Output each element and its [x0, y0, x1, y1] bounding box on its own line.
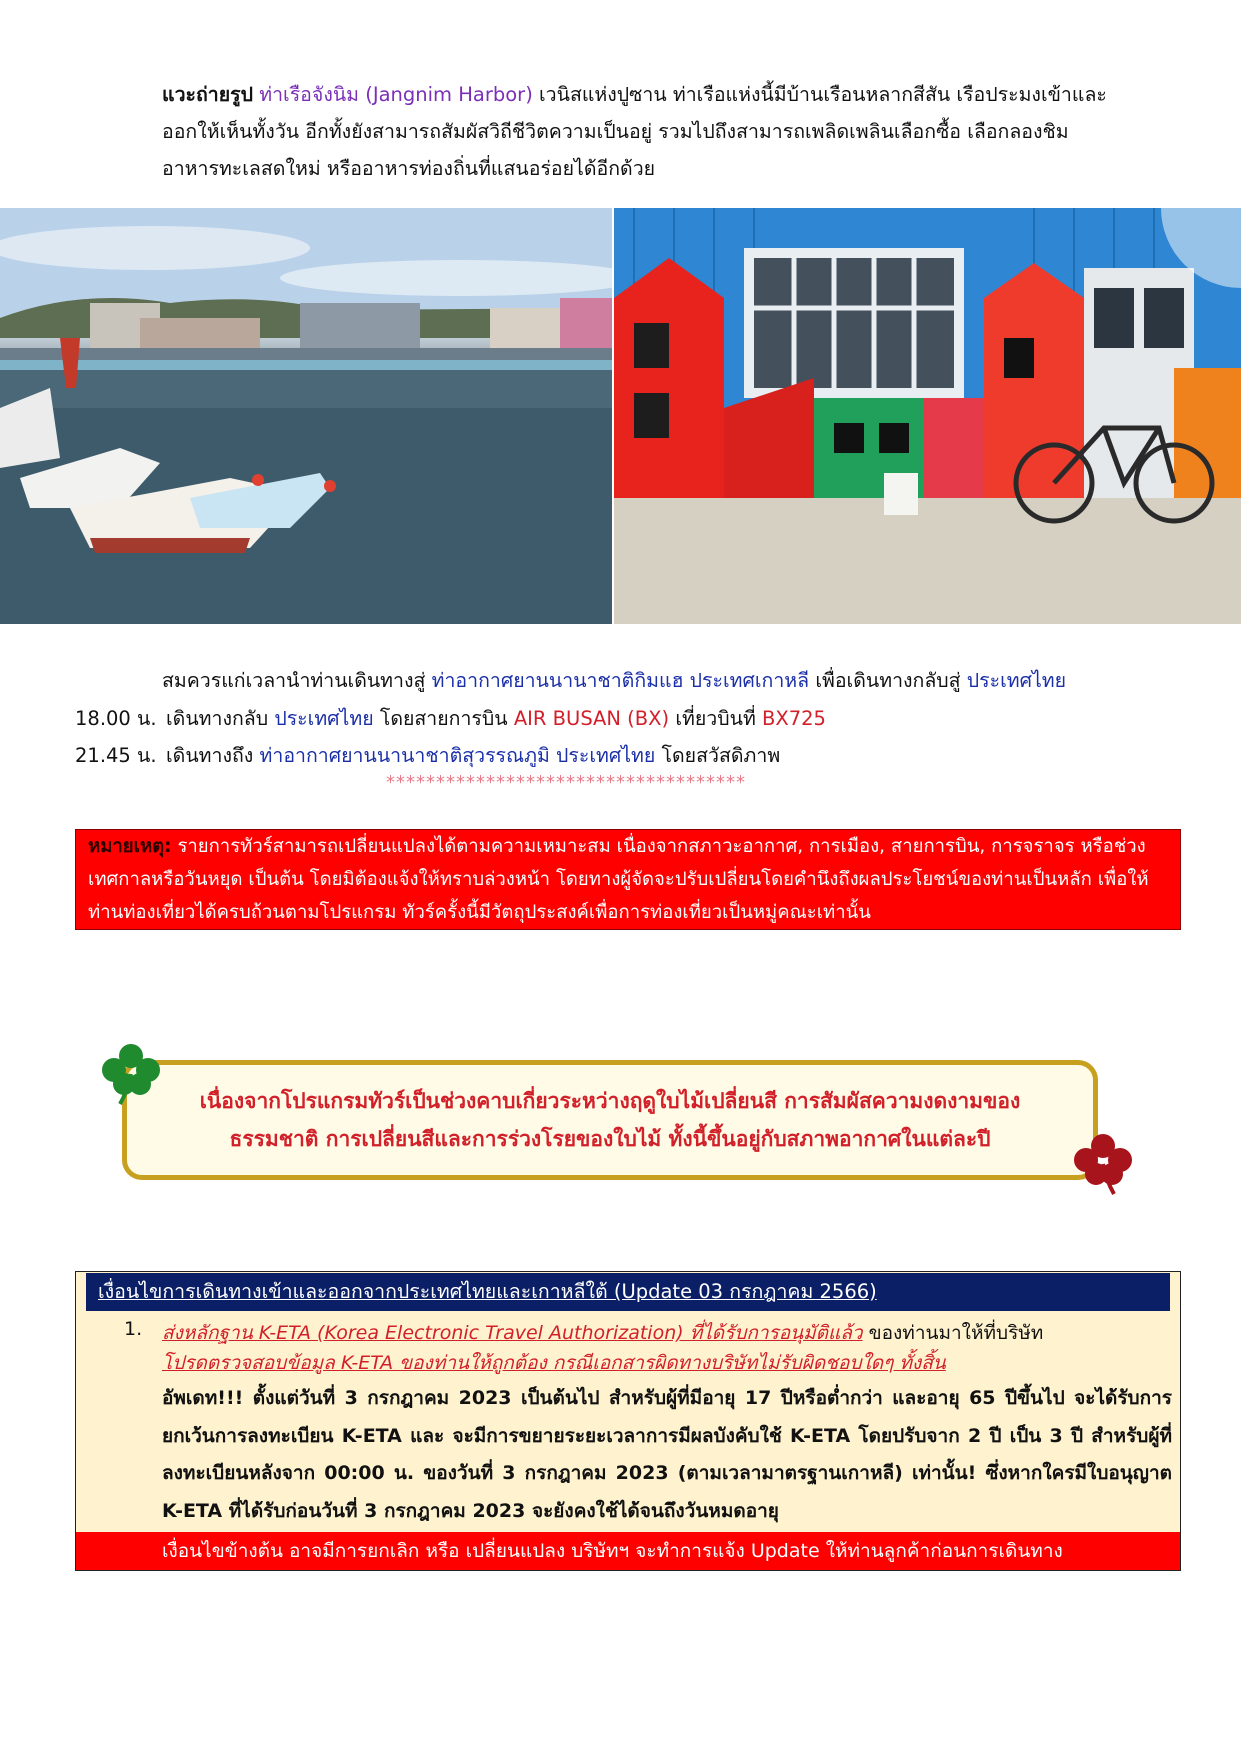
harbor-boats-photo	[0, 208, 612, 624]
airline-prefix: โดยสายการบิน	[373, 707, 514, 730]
return-country: ประเทศไทย	[274, 707, 374, 730]
green-clover-icon	[98, 1040, 164, 1106]
flight-row-return	[166, 703, 826, 734]
remark-label: หมายเหตุ:	[88, 836, 172, 857]
season-notice-line-1: เนื่องจากโปรแกรมทัวร์เป็นช่วงคาบเกี่ยวระหว่างฤดูใบไม้เปลี่ยนสี การสัมผัสความงดงามของ	[199, 1089, 1021, 1113]
intro-line-3: อาหารทะเลสดใหม่ หรืออาหารท่องถิ่นที่แสนอร่อยได้อีกด้วย	[162, 157, 656, 180]
remark-text: รายการทัวร์สามารถเปลี่ยนแปลงได้ตามความเหมาะสม เนื่องจากสภาวะอากาศ, การเมือง, สายการบิน, การจราจร หรือช่วงเทศกาลหรือวันหยุด เป็นต้น โดยมิต้องแจ้งให้ทราบล่วงหน้า โดยทางผู้จัดจะปรับเปลี่ยนโดยคำนึงถึงผลประโยชน์ของท่านเป็นหลัก เพื่อให้ท่านท่องเที่ยวได้ครบถ้วนตามโปรแกรม ทัวร์ครั้งนี้มีวัตถุประสงค์เพื่อการท่องเที่ยวเป็นหมู่คณะเท่านั้น	[88, 836, 1149, 923]
intro-lead: แวะถ่ายรูป	[162, 83, 254, 106]
arrival-airport: ท่าอากาศยานนานาชาติสุวรรณภูมิ ประเทศไทย	[259, 744, 656, 767]
departure-prefix: สมควรแก่เวลานำท่านเดินทางสู่	[162, 669, 432, 692]
flight-number: BX725	[762, 707, 826, 730]
remark-box	[75, 829, 1181, 930]
intro-paragraph	[162, 76, 1172, 187]
departure-line	[162, 665, 1066, 696]
flight-prefix: เที่ยวบินที่	[669, 707, 762, 730]
departure-mid: เพื่อเดินทางกลับสู่	[809, 669, 967, 692]
arrive-suffix: โดยสวัสดิภาพ	[655, 744, 781, 767]
k-eta-update-text: อัพเดท!!! ตั้งแต่วันที่ 3 กรกฎาคม 2023 เป็นต้นไป สำหรับผู้ที่มีอายุ 17 ปีหรือต่ำกว่า และอายุ 65 ปีขึ้นไป จะได้รับการยกเว้นการลงทะเบียน K-ETA และ จะมีการขยายระยะเวลาการมีผลบังคับใช้ K-ETA โดยปรับจาก 2 ปี เป็น 3 ปี สำหรับผู้ที่ลงทะเบียนหลังจาก 00:00 น. ของวันที่ 3 กรกฎาคม 2023 (ตามเวลามาตรฐานเกาหลี) เท่านั้น! ซึ่งหากใครมีใบอนุญาต K-ETA ที่ได้รับก่อนวันที่ 3 กรกฎาคม 2023 จะยังคงใช้ได้จนถึงวันหมดอายุ	[162, 1387, 1172, 1522]
condition-line-1-rest: ของท่านมาให้ที่บริษัท	[862, 1322, 1044, 1344]
conditions-footer: เงื่อนไขข้างต้น อาจมีการยกเลิก หรือ เปลี่ยนแปลง บริษัทฯ จะทำการแจ้ง Update ให้ท่านลูกค้าก่อนการเดินทาง	[76, 1532, 1180, 1570]
airline-name: AIR BUSAN (BX)	[513, 707, 670, 730]
colorful-wall-bicycle-photo	[614, 208, 1241, 624]
conditions-title: เงื่อนไขการเดินทางเข้าและออกจากประเทศไทยและเกาหลีใต้ (Update 03 กรกฎาคม 2566)	[98, 1280, 877, 1303]
divider-stars: ************************************	[386, 772, 746, 793]
season-notice-line-2: ธรรมชาติ การเปลี่ยนสีและการร่วงโรยของใบไม้ ทั้งนี้ขึ้นอยู่กับสภาพอากาศในแต่ละปี	[229, 1127, 991, 1151]
flight-time-1800: 18.00 น.	[75, 707, 157, 730]
condition-line-1	[162, 1318, 1043, 1348]
k-eta-requirement: ส่งหลักฐาน K-ETA (Korea Electronic Travel Authorization) ที่ได้รับการอนุมัติแล้ว	[162, 1322, 863, 1344]
condition-number: 1.	[124, 1318, 143, 1340]
intro-text-1: เวนิสแห่งปูซาน ท่าเรือแห่งนี้มีบ้านเรือนหลากสีสัน เรือประมงเข้าและ	[532, 83, 1107, 106]
arrive-text: เดินทางถึง	[166, 744, 260, 767]
intro-line-1	[162, 76, 1172, 113]
season-notice-text	[122, 1082, 1098, 1158]
flight-row-arrive	[166, 740, 780, 771]
red-clover-icon	[1070, 1130, 1136, 1196]
intro-line-2: ออกให้เห็นทั้งวัน อีกทั้งยังสามารถสัมผัสวิถีชีวิตความเป็นอยู่ รวมไปถึงสามารถเพลิดเพลินเลือกซื้อ เลือกลองชิม	[162, 120, 1069, 143]
departure-airport: ท่าอากาศยานนานาชาติกิมแฮ ประเทศเกาหลี	[431, 669, 810, 692]
harbor-name: ท่าเรือจังนิม (Jangnim Harbor)	[259, 83, 533, 106]
departure-country: ประเทศไทย	[966, 669, 1067, 692]
return-text: เดินทางกลับ	[166, 707, 275, 730]
k-eta-check-warning: โปรดตรวจสอบข้อมูล K-ETA ของท่านให้ถูกต้อง กรณีเอกสารผิดทางบริษัทไม่รับผิดชอบใดๆ ทั้งสิ้น	[162, 1352, 946, 1374]
conditions-header	[86, 1273, 1170, 1311]
flight-time-2145: 21.45 น.	[75, 744, 157, 767]
